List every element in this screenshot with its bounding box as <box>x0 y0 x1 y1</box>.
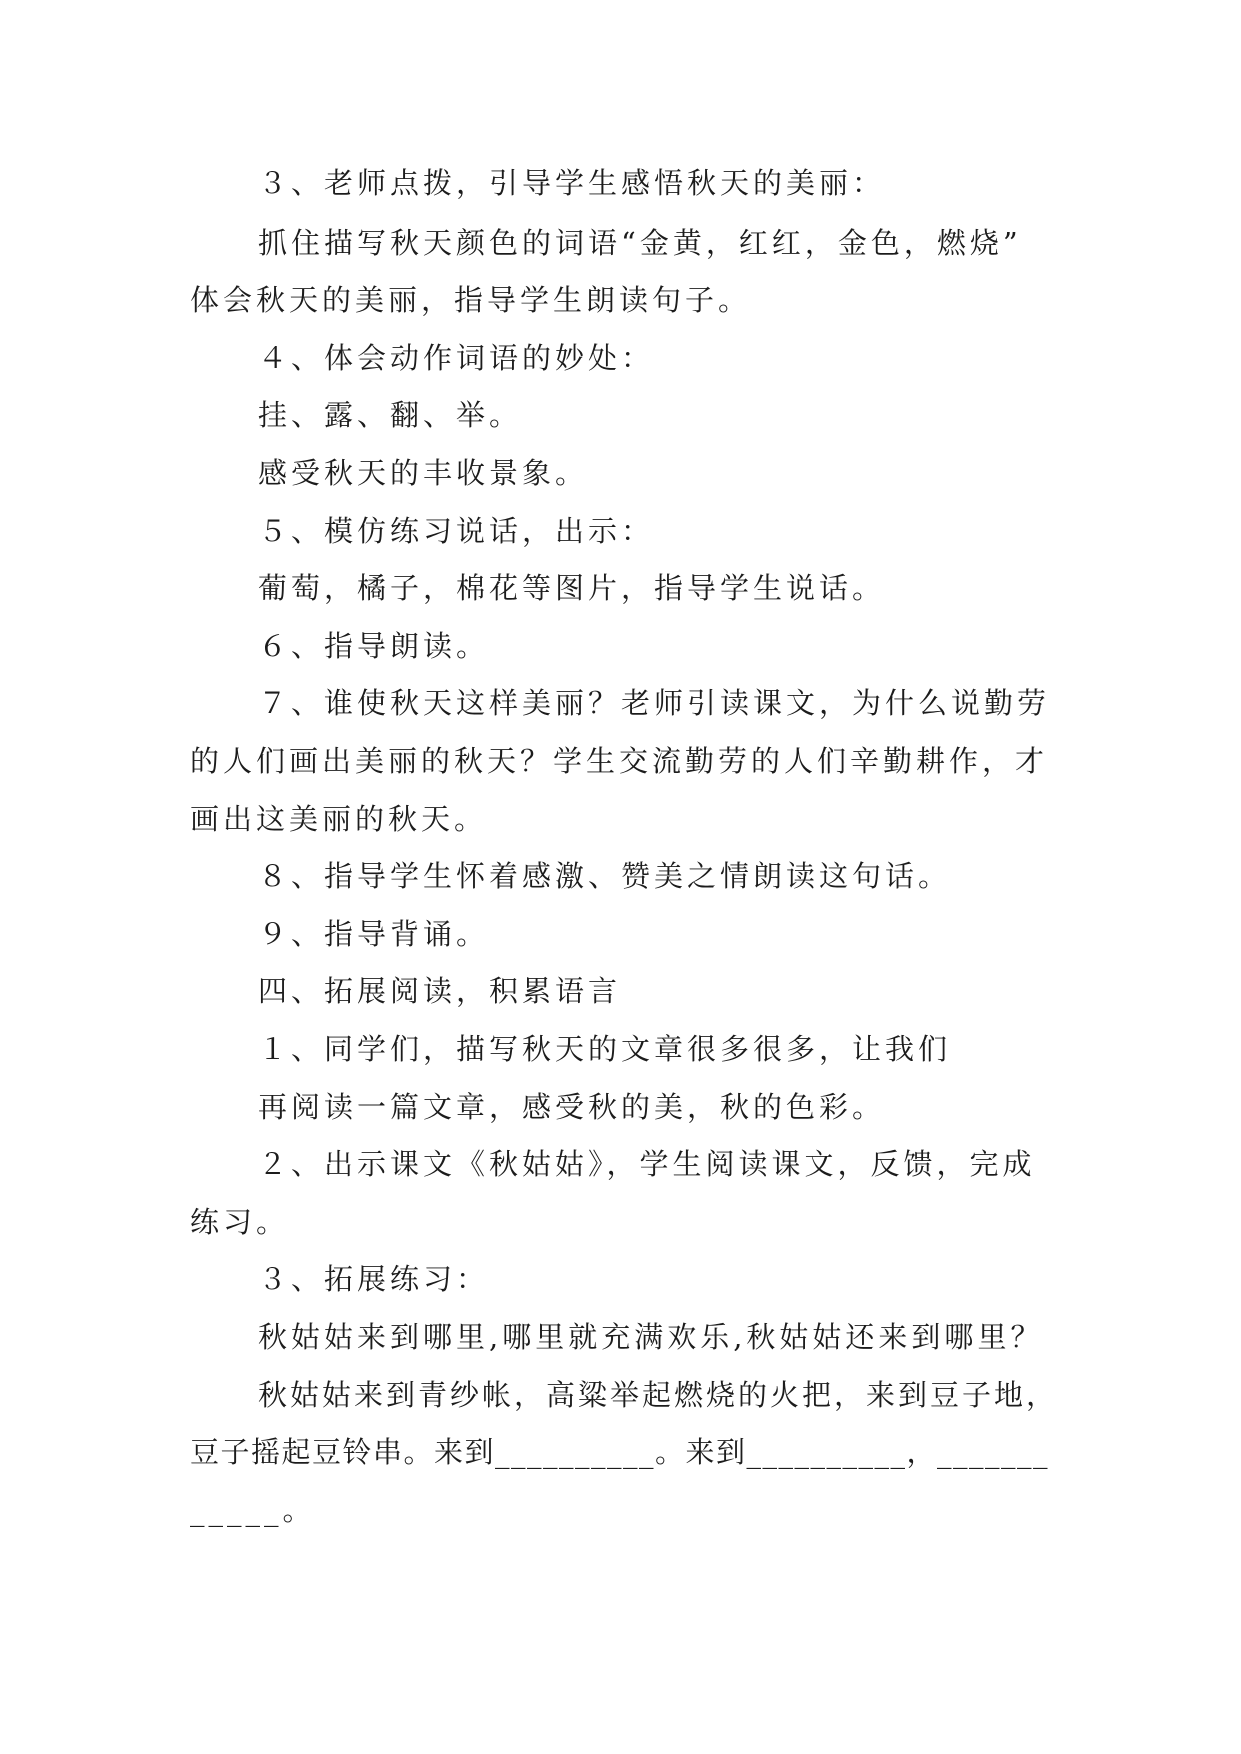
text-line: １、同学们，描写秋天的文章很多很多，让我们 <box>258 1032 952 1066</box>
text-line: ３、拓展练习： <box>258 1262 490 1296</box>
text-line: 再阅读一篇文章，感受秋的美，秋的色彩。 <box>258 1090 886 1124</box>
text-line: ５、模仿练习说话，出示： <box>258 514 655 548</box>
text-line: 感受秋天的丰收景象。 <box>258 456 589 490</box>
text-line: 挂、露、翻、举。 <box>258 398 523 432</box>
text-line: ３、老师点拨，引导学生感悟秋天的美丽： <box>258 166 886 200</box>
text-line: 葡萄，橘子，棉花等图片，指导学生说话。 <box>258 571 886 605</box>
text-line: ４、体会动作词语的妙处： <box>258 341 655 375</box>
text-line: 抓住描写秋天颜色的词语“金黄，红红，金色，燃烧” <box>258 226 1022 260</box>
text-line: 体会秋天的美丽，指导学生朗读句子。 <box>190 283 752 317</box>
text-line: 画出这美丽的秋天。 <box>190 802 488 836</box>
text-line: ２、出示课文《秋姑姑》，学生阅读课文，反馈，完成 <box>258 1147 1036 1181</box>
text-line: 豆子摇起豆铃串。来到__________。来到__________，_______ <box>190 1435 1050 1469</box>
text-line: 练习。 <box>190 1205 290 1239</box>
text-line: ９、指导背诵。 <box>258 917 490 951</box>
text-line: _____。 <box>190 1493 316 1527</box>
text-line: 秋姑姑来到哪里,哪里就充满欢乐,秋姑姑还来到哪里？ <box>258 1320 1044 1354</box>
text-line: ７、谁使秋天这样美丽？老师引读课文，为什么说勤劳 <box>258 686 1051 720</box>
text-line: ６、指导朗读。 <box>258 629 490 663</box>
text-line: ８、指导学生怀着感激、赞美之情朗读这句话。 <box>258 859 952 893</box>
text-line: 四、拓展阅读，积累语言 <box>258 974 622 1008</box>
text-line: 的人们画出美丽的秋天？学生交流勤劳的人们辛勤耕作，才 <box>190 744 1049 778</box>
text-line: 秋姑姑来到青纱帐，高粱举起燃烧的火把，来到豆子地， <box>258 1378 1059 1412</box>
